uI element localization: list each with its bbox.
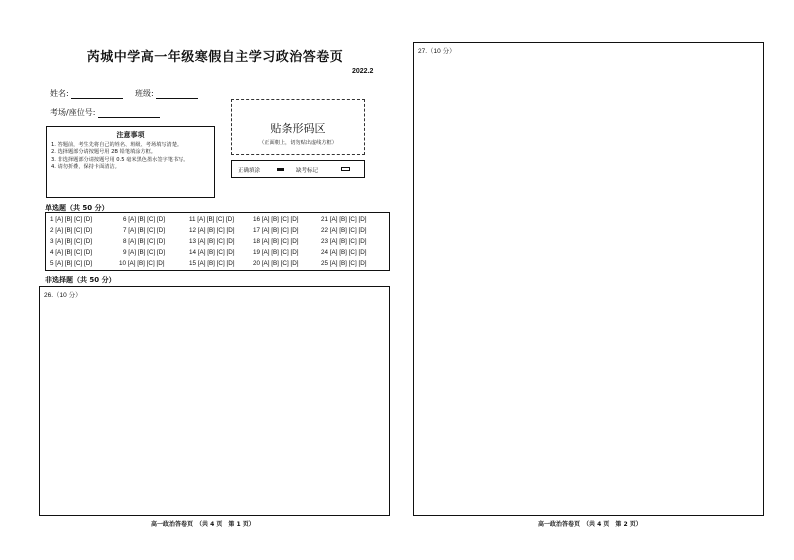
mc-question[interactable]: 12 [A] [B] [C] [D] bbox=[189, 227, 235, 234]
mc-question[interactable]: 25 [A] [B] [C] [D] bbox=[321, 260, 367, 267]
mc-question[interactable]: 21 [A] [B] [C] [D] bbox=[321, 216, 367, 223]
page-title: 芮城中学高一年级寒假自主学习政治答卷页 bbox=[86, 49, 344, 64]
filled-mark-icon bbox=[277, 168, 284, 171]
mc-question[interactable]: 8 [A] [B] [C] [D] bbox=[123, 238, 165, 245]
mc-question[interactable]: 1 [A] [B] [C] [D] bbox=[50, 216, 92, 223]
mc-question[interactable]: 9 [A] [B] [C] [D] bbox=[123, 249, 165, 256]
mc-question[interactable]: 7 [A] [B] [C] [D] bbox=[123, 227, 165, 234]
absent-label: 缺考标记 bbox=[296, 168, 319, 174]
marking-example bbox=[231, 160, 365, 178]
q26-answer-area[interactable] bbox=[39, 286, 390, 516]
mc-question[interactable]: 3 [A] [B] [C] [D] bbox=[50, 238, 92, 245]
barcode-area bbox=[231, 99, 365, 155]
mc-question[interactable]: 18 [A] [B] [C] [D] bbox=[253, 238, 299, 245]
notice-item: 1. 答题前，考生先将自己的姓名、班级、考场填写清楚。 bbox=[51, 142, 183, 148]
mc-question[interactable]: 24 [A] [B] [C] [D] bbox=[321, 249, 367, 256]
mc-question[interactable]: 10 [A] [B] [C] [D] bbox=[119, 260, 165, 267]
seat-field bbox=[50, 107, 160, 118]
mc-question[interactable]: 13 [A] [B] [C] [D] bbox=[189, 238, 235, 245]
mc-question[interactable]: 20 [A] [B] [C] [D] bbox=[253, 260, 299, 267]
mc-question[interactable]: 15 [A] [B] [C] [D] bbox=[189, 260, 235, 267]
notice-box bbox=[46, 126, 215, 198]
footer-right: 高一政治答卷页 （共 4 页 第 2 页） bbox=[538, 521, 642, 528]
name-field bbox=[50, 88, 123, 99]
mc-question[interactable]: 14 [A] [B] [C] [D] bbox=[189, 249, 235, 256]
mc-question[interactable]: 19 [A] [B] [C] [D] bbox=[253, 249, 299, 256]
seat-blank[interactable] bbox=[98, 108, 160, 118]
barcode-title: 贴条形码区 bbox=[270, 123, 326, 135]
name-blank[interactable] bbox=[71, 89, 123, 99]
notice-item: 2. 选择题部分请按题号用 2B 铅笔填涂方框。 bbox=[51, 149, 156, 156]
name-label: 姓名: bbox=[50, 89, 69, 98]
mc-question[interactable]: 2 [A] [B] [C] [D] bbox=[50, 227, 92, 234]
mc-question[interactable]: 11 [A] [B] [C] [D] bbox=[189, 216, 235, 223]
q27-label: 27.（10 分） bbox=[418, 48, 456, 55]
mc-question[interactable]: 17 [A] [B] [C] [D] bbox=[253, 227, 299, 234]
notice-title: 注意事项 bbox=[116, 131, 145, 139]
notice-item: 3. 非选择题部分请按题号用 0.5 毫米黑色墨水签字笔书写。 bbox=[51, 156, 189, 163]
mc-question[interactable]: 22 [A] [B] [C] [D] bbox=[321, 227, 367, 234]
exam-date: 2022.2 bbox=[352, 68, 374, 75]
class-blank[interactable] bbox=[156, 89, 198, 99]
notice-item: 4. 请勿折叠，保持卡面清洁。 bbox=[51, 164, 120, 171]
mc-question[interactable]: 6 [A] [B] [C] [D] bbox=[123, 216, 165, 223]
footer-left: 高一政治答卷页 （共 4 页 第 1 页） bbox=[151, 521, 255, 528]
mc-question[interactable]: 5 [A] [B] [C] [D] bbox=[50, 260, 92, 267]
seat-label: 考场/座位号: bbox=[50, 108, 96, 117]
mc-question[interactable]: 4 [A] [B] [C] [D] bbox=[50, 249, 92, 256]
class-label: 班级: bbox=[135, 89, 154, 98]
mc-answer-grid bbox=[45, 212, 390, 271]
q26-label: 26.（10 分） bbox=[44, 292, 82, 299]
mc-question[interactable]: 16 [A] [B] [C] [D] bbox=[253, 216, 299, 223]
barcode-note: （正面朝上，切勿贴出虚线方框） bbox=[259, 140, 337, 146]
mc-question[interactable]: 23 [A] [B] [C] [D] bbox=[321, 238, 367, 245]
non-choice-section-label: 非选择题（共 50 分） bbox=[45, 276, 116, 284]
absent-checkbox[interactable] bbox=[341, 167, 350, 171]
mc-section-label: 单选题（共 50 分） bbox=[45, 204, 109, 212]
q27-answer-area[interactable] bbox=[413, 42, 764, 516]
correct-fill-label: 正确填涂 bbox=[238, 168, 261, 174]
class-field bbox=[135, 88, 198, 99]
